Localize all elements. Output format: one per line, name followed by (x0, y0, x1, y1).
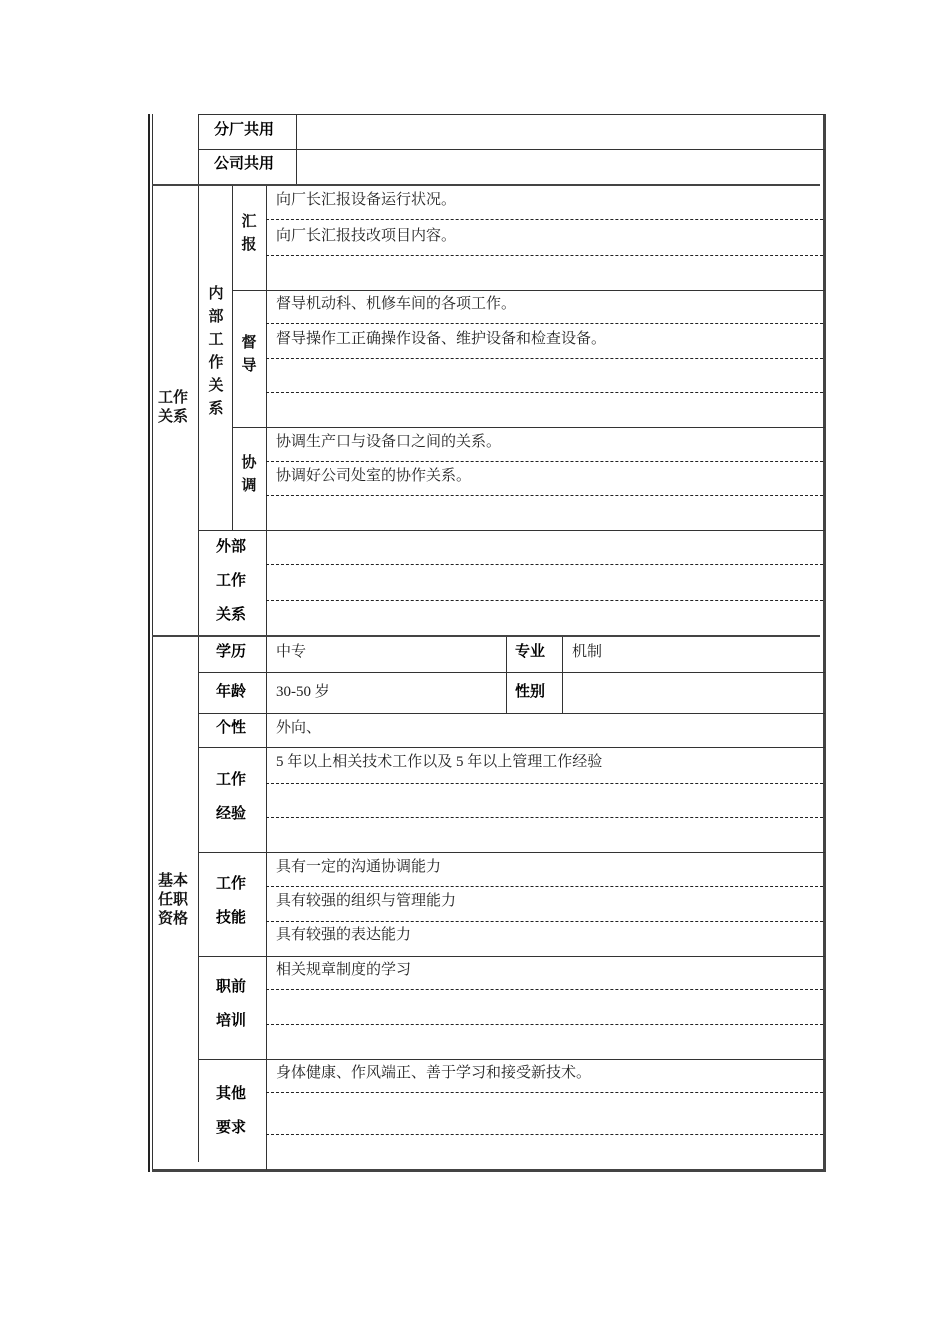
age-label: 年龄 (216, 682, 247, 700)
supervise-label: 督导 (241, 333, 257, 374)
row-line-internal-end (198, 530, 825, 531)
branch-shared-label: 分厂共用 (214, 120, 275, 138)
supervise-line-2: 督导操作工正确操作设备、维护设备和检查设备。 (276, 331, 607, 347)
dashed-line (266, 1024, 823, 1025)
training-label-1: 职前 (216, 977, 247, 995)
bottom-border (152, 1169, 826, 1172)
dashed-line (266, 921, 823, 922)
personality-value: 外向、 (276, 720, 322, 736)
other-requirements-label-1: 其他 (216, 1084, 247, 1102)
experience-label-1: 工作 (216, 770, 247, 788)
dashed-line (266, 219, 823, 220)
skills-line-3: 具有较强的表达能力 (276, 927, 412, 943)
dashed-line (266, 564, 823, 565)
coordinate-label: 协调 (241, 453, 257, 494)
outer-left-border (148, 114, 150, 1172)
training-line-1: 相关规章制度的学习 (276, 962, 412, 978)
row-line-age (198, 713, 825, 714)
external-relations-label-3: 关系 (216, 605, 247, 623)
experience-label-2: 经验 (216, 804, 247, 822)
supervise-line-1: 督导机动科、机修车间的各项工作。 (276, 296, 517, 312)
dashed-line (266, 358, 823, 359)
row-line-supervise-end (232, 427, 825, 428)
internal-relations-label: 内部工作关系 (208, 284, 224, 417)
row-line-shared (198, 149, 825, 150)
col-divider-major-left (506, 636, 507, 714)
job-description-table (148, 114, 826, 1172)
row-line-education (198, 672, 825, 673)
dashed-line (266, 817, 823, 818)
gender-label: 性别 (515, 682, 546, 700)
dashed-line (266, 1134, 823, 1135)
coordinate-line-1: 协调生产口与设备口之间的关系。 (276, 434, 502, 450)
dashed-line (266, 886, 823, 887)
external-relations-label-2: 工作 (216, 571, 247, 589)
row-line-personality (198, 747, 825, 748)
report-label: 汇报 (241, 212, 257, 253)
top-border (198, 114, 825, 115)
dashed-line (266, 989, 823, 990)
personality-label: 个性 (216, 718, 247, 736)
col-divider-major-right (562, 636, 563, 714)
row-line-skills (198, 956, 825, 957)
other-requirements-line-1: 身体健康、作风端正、善于学习和接受新技术。 (276, 1065, 592, 1081)
skills-label-1: 工作 (216, 874, 247, 892)
company-shared-label: 公司共用 (214, 154, 275, 172)
training-label-2: 培训 (216, 1011, 247, 1029)
section-line-qualifications (152, 635, 820, 637)
major-label: 专业 (515, 642, 546, 660)
outer-right-border (823, 114, 826, 1172)
experience-line-1: 5 年以上相关技术工作以及 5 年以上管理工作经验 (276, 754, 603, 770)
external-relations-label-1: 外部 (216, 537, 247, 555)
work-relations-section-label: 工作关系 (157, 388, 188, 425)
skills-label-2: 技能 (216, 908, 247, 926)
major-value: 机制 (572, 644, 603, 660)
section-line-work-relations (152, 184, 820, 186)
outer-left-border-inner (152, 114, 153, 1172)
report-line-1: 向厂长汇报设备运行状况。 (276, 192, 457, 208)
other-requirements-label-2: 要求 (216, 1118, 247, 1136)
dashed-line (266, 392, 823, 393)
dashed-line (266, 600, 823, 601)
col-divider-shared (296, 114, 297, 186)
report-line-2: 向厂长汇报技改项目内容。 (276, 228, 457, 244)
dashed-line (266, 461, 823, 462)
row-line-training (198, 1059, 825, 1060)
age-value: 30-50 岁 (276, 684, 330, 700)
row-line-experience (198, 852, 825, 853)
dashed-line (266, 1092, 823, 1093)
coordinate-line-2: 协调好公司处室的协作关系。 (276, 468, 472, 484)
col-divider-1 (198, 114, 199, 1162)
education-value: 中专 (276, 644, 307, 660)
dashed-line (266, 323, 823, 324)
qualifications-section-label: 基本任职资格 (157, 871, 188, 927)
row-line-report-end (232, 290, 825, 291)
dashed-line (266, 495, 823, 496)
col-divider-2 (232, 186, 233, 531)
skills-line-2: 具有较强的组织与管理能力 (276, 893, 457, 909)
col-divider-value (266, 186, 267, 1170)
dashed-line (266, 255, 823, 256)
education-label: 学历 (216, 642, 247, 660)
dashed-line (266, 783, 823, 784)
skills-line-1: 具有一定的沟通协调能力 (276, 859, 442, 875)
